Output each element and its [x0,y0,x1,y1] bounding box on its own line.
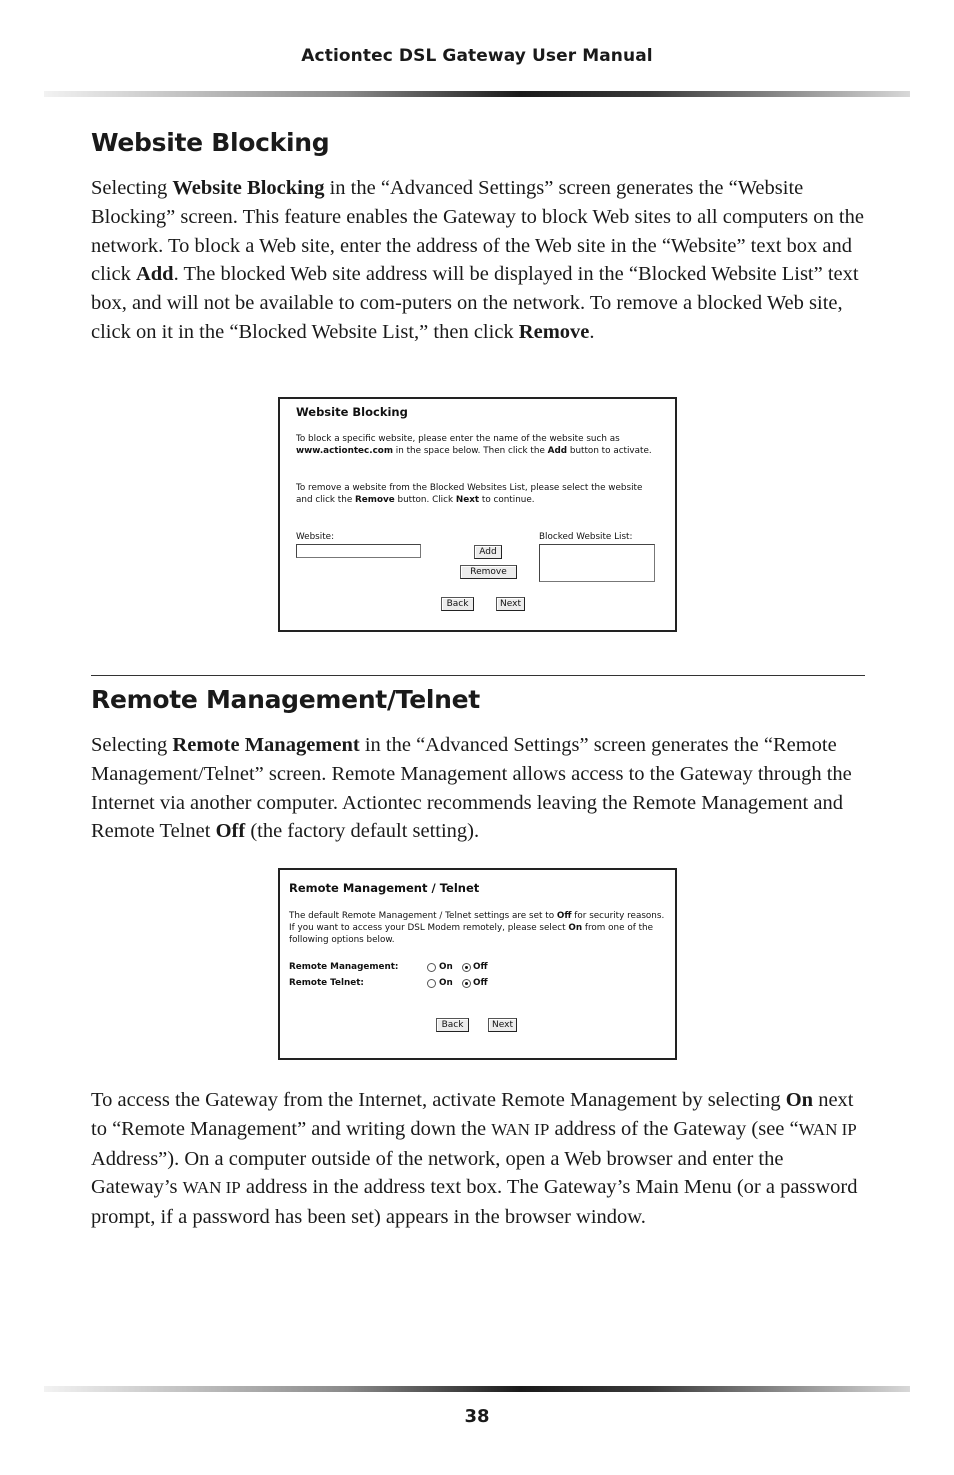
remote-telnet-label: Remote Telnet: [289,978,364,988]
screenshot-intro-text: The default Remote Management / Telnet settings are set to Off for security reasons. If you want to access your DSL Modem remotely, please select On from one of the following options below. [289,911,665,945]
next-button[interactable]: Next [496,597,525,611]
remote-telnet-on-label: On [439,978,453,988]
website-blocking-paragraph: Selecting Website Blocking in the “Advanced Settings” screen generates the “Website Blocking” screen. This feature enables the Gateway to block Web sites to all computers on the network. To block a Web site, enter the address of the Web site in the “Website” text box and click Add. The blocked Web site address will be displayed in the “Blocked Website List” text box, and will not be available to com-puters on the network. To remove a blocked Web site, click on it in the “Blocked Website List,” then click Remove. [91,177,864,343]
remote-management-off-radio[interactable] [462,963,471,972]
section-heading-website-blocking: Website Blocking [91,128,330,157]
add-button[interactable]: Add [474,545,502,559]
footer-rule [44,1386,910,1392]
remote-telnet-off-label: Off [473,978,488,988]
page-number: 38 [464,1406,490,1427]
website-blocking-screenshot [278,397,677,632]
remote-telnet-on-radio[interactable] [427,979,436,988]
remote-management-off-label: Off [473,962,488,972]
back-button[interactable]: Back [441,597,474,611]
website-input[interactable] [296,544,421,558]
screenshot-title: Website Blocking [296,405,408,419]
remote-management-label: Remote Management: [289,962,399,972]
screenshot-intro-text: To block a specific website, please enter the name of the website such as www.actiontec.com in the space below. Then click the Add button to activate. [296,434,652,456]
remote-management-on-radio[interactable] [427,963,436,972]
blocked-website-list[interactable] [539,544,655,582]
section-divider [91,675,865,676]
remote-access-paragraph: To access the Gateway from the Internet, activate Remote Management by selecting On next to “Remote Management” and writing down the WAN IP address of the Gateway (see “WAN IP Address”). On a computer outside of the network, open a Web browser and enter the Gateway’s WAN IP address in the address text box. The Gateway’s Main Menu (or a password prompt, if a password has been set) appears in the browser window. [91,1089,858,1229]
blocked-list-label: Blocked Website List: [539,532,633,542]
remove-button[interactable]: Remove [460,565,517,579]
next-button[interactable]: Next [488,1018,517,1032]
screenshot-title: Remote Management / Telnet [289,881,480,895]
website-label: Website: [296,532,335,542]
back-button[interactable]: Back [436,1018,469,1032]
remote-management-on-label: On [439,962,453,972]
remote-management-screenshot [278,868,677,1060]
section-heading-remote-management: Remote Management/Telnet [91,685,480,714]
running-header: Actiontec DSL Gateway User Manual [301,46,653,66]
screenshot-remove-text: To remove a website from the Blocked Websites List, please select the website and click the Remove button. Click Next to continue. [296,483,643,505]
remote-management-paragraph: Selecting Remote Management in the “Advanced Settings” screen generates the “Remote Management/Telnet” screen. Remote Management allows access to the Gateway through the Internet via another computer. Actiontec recommends leaving the Remote Management and Remote Telnet Off (the factory default setting). [91,734,852,843]
header-rule [44,91,910,97]
remote-telnet-off-radio[interactable] [462,979,471,988]
